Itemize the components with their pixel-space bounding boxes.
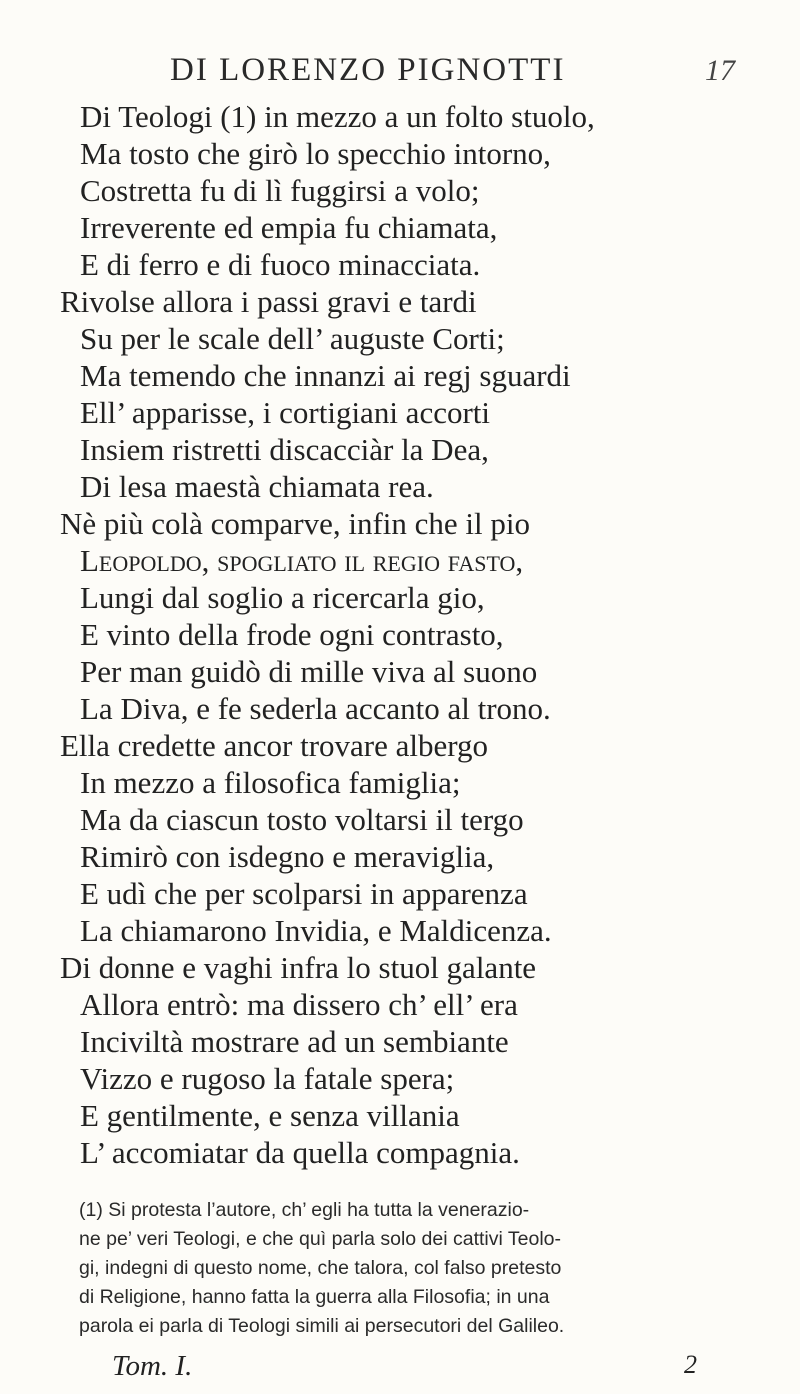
poem-line: Di donne e vaghi infra lo stuol galante — [60, 950, 537, 985]
poem-line: Su per le scale dell’ auguste Corti; — [80, 321, 505, 356]
signature-mark: 2 — [684, 1350, 697, 1379]
poem-line: L’ accomiatar da quella compagnia. — [80, 1135, 520, 1170]
poem-line: In mezzo a filosofica famiglia; — [80, 765, 461, 800]
poem-line: Leopoldo, spogliato il regio fasto, — [80, 543, 524, 578]
poem-line: Ma tosto che girò lo specchio intorno, — [80, 136, 551, 171]
poem-line: Ell’ apparisse, i cortigiani accorti — [80, 395, 491, 430]
footnote-line: di Religione, hanno fatta la guerra alla Filosofia; in una — [79, 1286, 550, 1308]
signature-line — [0, 1350, 800, 1386]
poem-line: Costretta fu di lì fuggirsi a volo; — [80, 173, 480, 208]
poem-line: Ella credette ancor trovare albergo — [60, 728, 489, 763]
running-header — [0, 52, 800, 92]
poem-line: Lungi dal soglio a ricercarla gio, — [80, 580, 485, 615]
poem-line: E udì che per scolparsi in apparenza — [80, 876, 528, 911]
running-title: DI LORENZO PIGNOTTI — [170, 52, 566, 88]
poem-line: Allora entrò: ma dissero ch’ ell’ era — [80, 987, 518, 1022]
poem-line: Ma temendo che innanzi ai regj sguardi — [80, 358, 571, 393]
poem-line: Rimirò con isdegno e meraviglia, — [80, 839, 495, 874]
poem-line: Irreverente ed empia fu chiamata, — [80, 210, 498, 245]
poem-line: Nè più colà comparve, infin che il pio — [60, 506, 531, 541]
poem-line: E di ferro e di fuoco minacciata. — [80, 247, 481, 282]
poem-line: E vinto della frode ogni contrasto, — [80, 617, 504, 652]
poem-line: Per man guidò di mille viva al suono — [80, 654, 538, 689]
footnote-line: gi, indegni di questo nome, che talora, col falso pretesto — [79, 1257, 562, 1279]
poem-line: Insiem ristretti discacciàr la Dea, — [80, 432, 489, 467]
poem-line: La Diva, e fe sederla accanto al trono. — [80, 691, 551, 726]
poem-line: E gentilmente, e senza villania — [80, 1098, 460, 1133]
page-number: 17 — [705, 54, 735, 87]
poem-line: La chiamarono Invidia, e Maldicenza. — [80, 913, 552, 948]
poem-line: Rivolse allora i passi gravi e tardi — [60, 284, 477, 319]
poem-line: Di Teologi (1) in mezzo a un folto stuolo, — [80, 99, 595, 134]
poem-line: Inciviltà mostrare ad un sembiante — [80, 1024, 509, 1059]
footnote — [79, 1196, 719, 1341]
footnote-line: parola ei parla di Teologi simili ai persecutori del Galileo. — [79, 1315, 565, 1337]
poem-line: Ma da ciascun tosto voltarsi il tergo — [80, 802, 524, 837]
poem-line: Vizzo e rugoso la fatale spera; — [80, 1061, 455, 1096]
poem-line: Di lesa maestà chiamata rea. — [80, 469, 434, 504]
volume-mark: Tom. I. — [112, 1350, 193, 1382]
footnote-line: (1) Si protesta l’autore, ch’ egli ha tutta la venerazio- — [79, 1199, 530, 1221]
footnote-line: ne pe’ veri Teologi, e che quì parla solo dei cattivi Teolo- — [79, 1228, 562, 1250]
